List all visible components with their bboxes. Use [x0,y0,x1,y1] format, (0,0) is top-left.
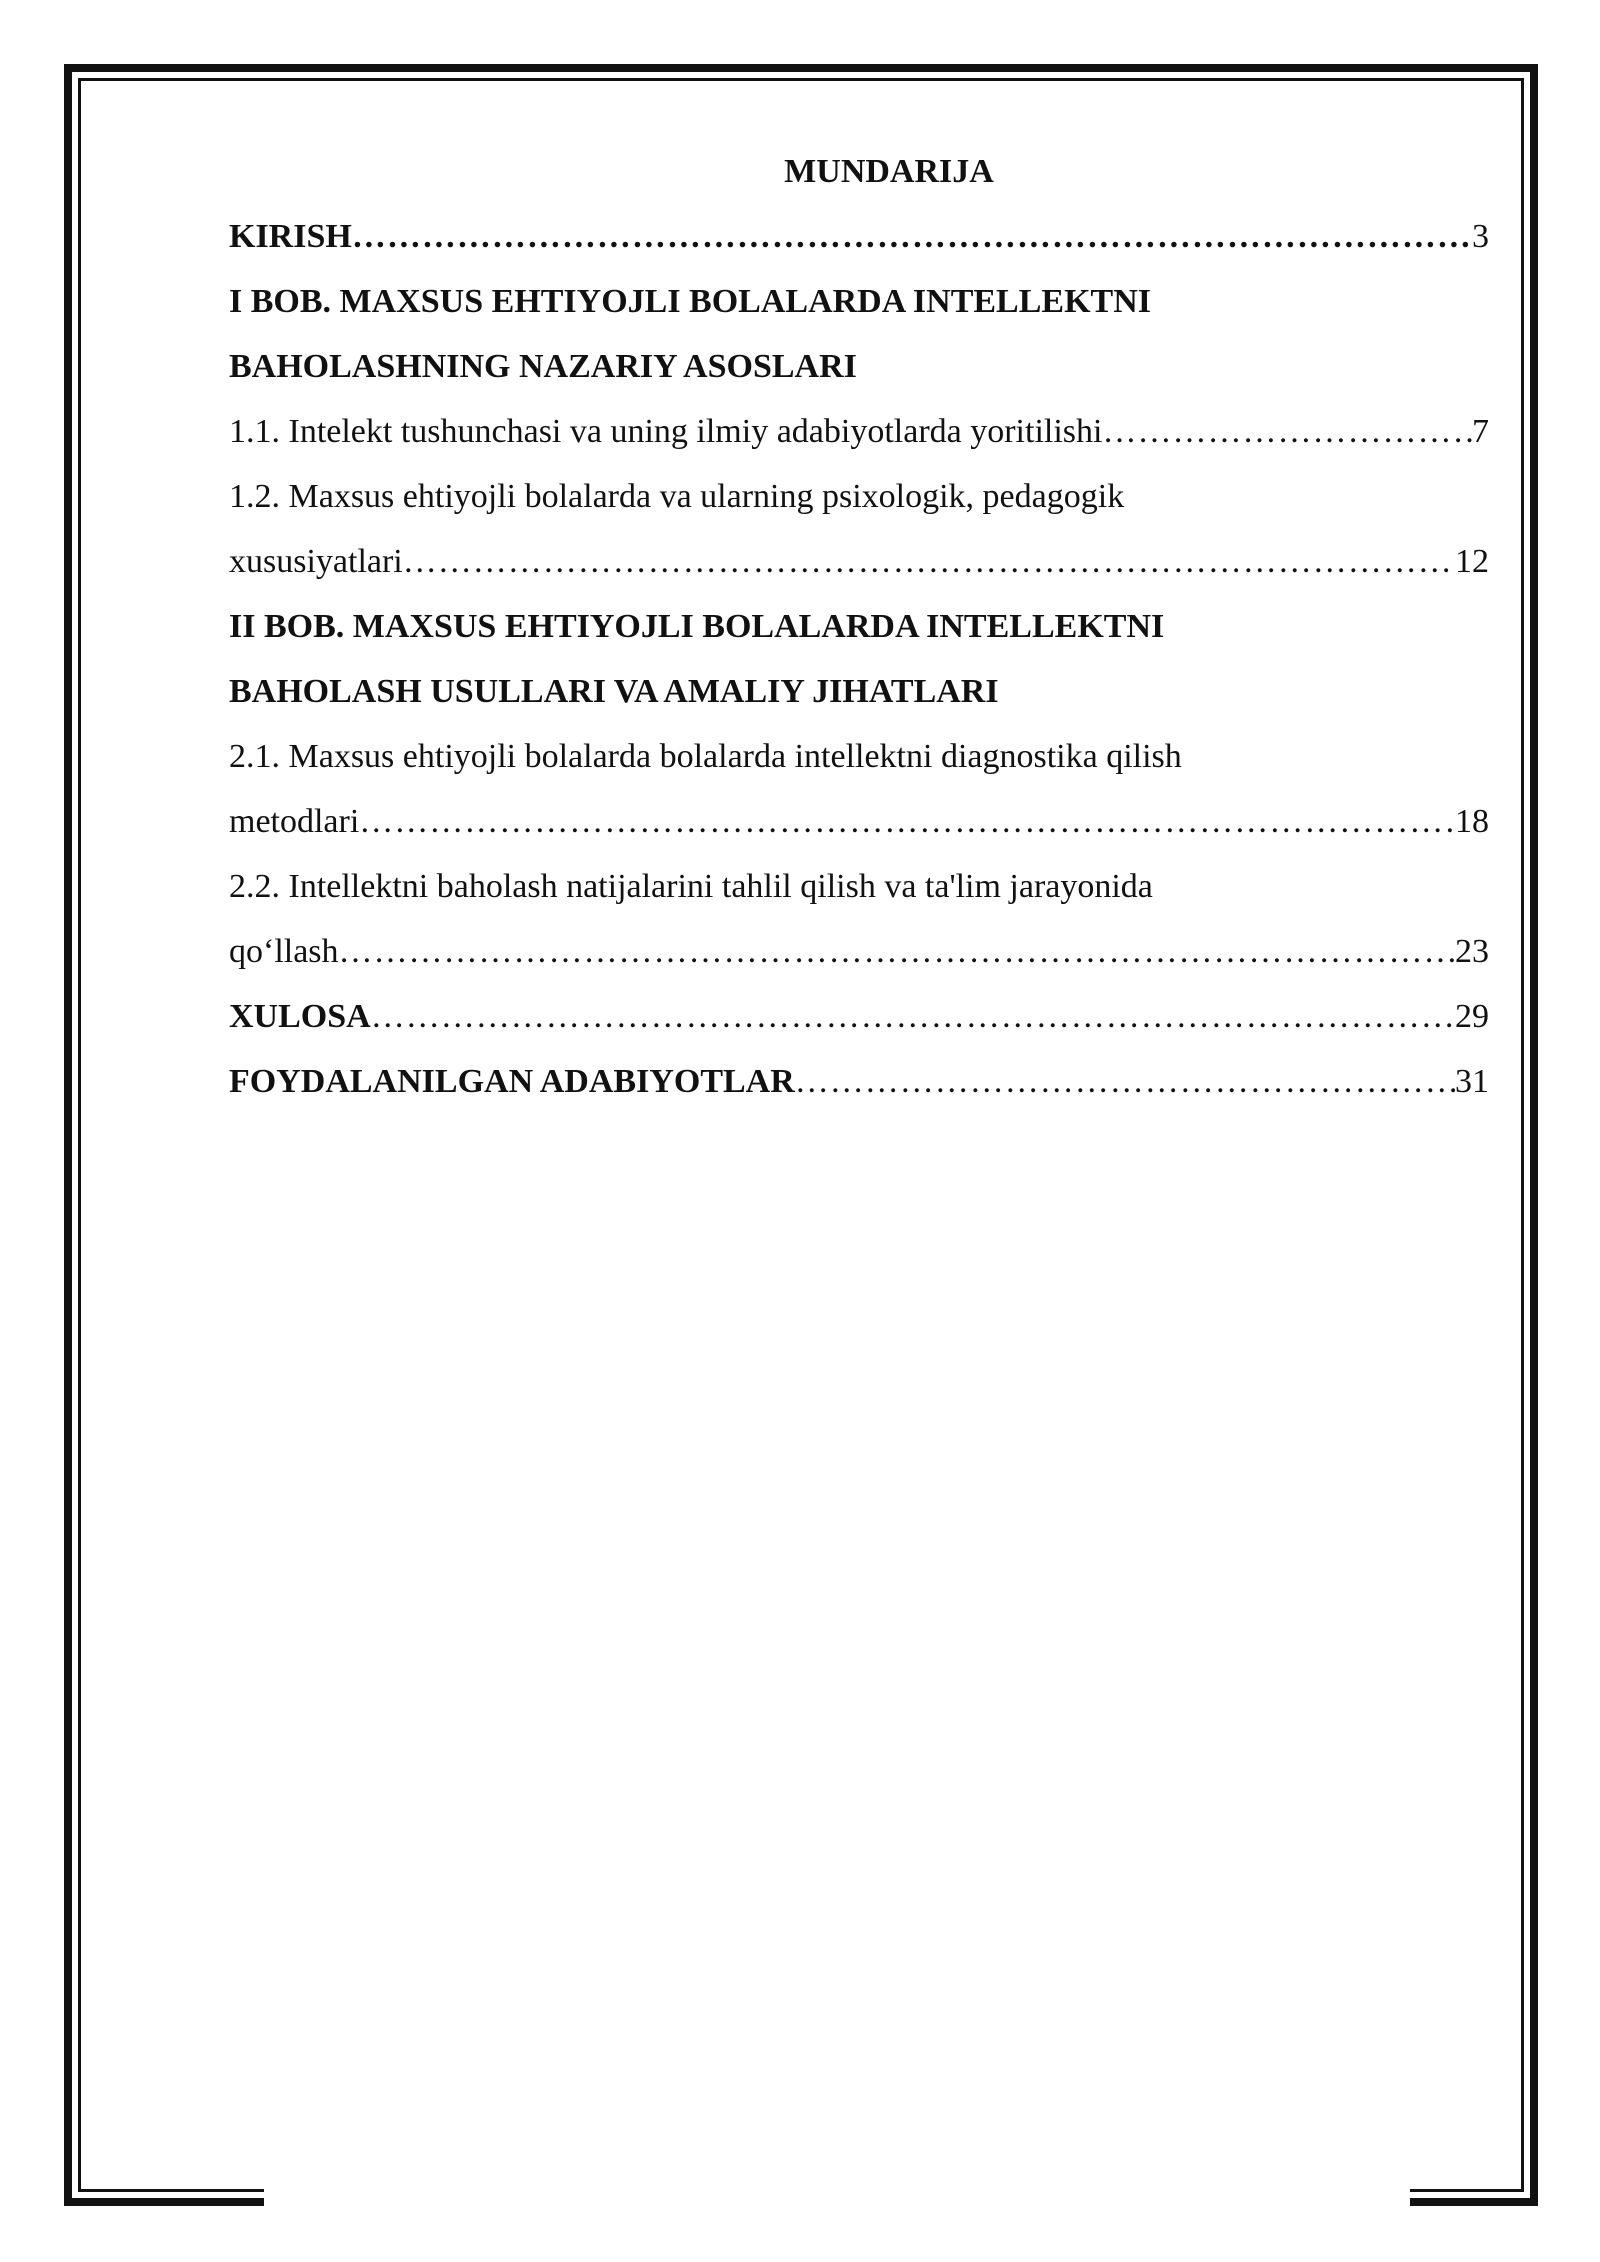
toc-page-number: 3 [1472,218,1489,255]
page-title: MUNDARIJA [784,153,994,190]
toc-entry-line: 2.2. Intellektni baholash natijalarini tahlil qilish va ta'lim jarayonida [229,868,1153,905]
toc-leader-dots [339,919,1455,984]
toc-entry-xulosa [229,984,1489,1049]
toc-chapter-heading-line: II BOB. MAXSUS EHTIYOJLI BOLALARDA INTELLEKTNI [229,608,1165,645]
toc-chapter-heading-line: I BOB. MAXSUS EHTIYOJLI BOLALARDA INTELLEKTNI [229,283,1152,320]
toc-leader-dots [403,529,1455,594]
toc-entry-2-1 [229,789,1489,854]
frame-line [64,64,72,2206]
toc-entry-line: 2.1. Maxsus ehtiyojli bolalarda bolalarda intellektni diagnostika qilish [229,738,1182,775]
toc-entry-references [229,1049,1489,1114]
toc-leader-dots [795,1049,1455,1114]
toc-entry-label: qo‘llash [229,933,339,970]
toc-entry-1-1 [229,399,1489,464]
toc-entry-kirish [229,204,1489,269]
toc-entry-label: KIRISH [229,218,352,255]
frame-line [64,64,1538,72]
toc-page-number: 18 [1455,803,1489,840]
toc-chapter-heading-line: BAHOLASH USULLARI VA AMALIY JIHATLARI [229,673,999,710]
frame-line [78,78,1524,81]
toc-entry-2-2 [229,919,1489,984]
toc-leader-dots [371,984,1455,1049]
toc-chapter-heading-line: BAHOLASHNING NAZARIY ASOSLARI [229,348,857,385]
toc-entry-label: xususiyatlari [229,543,403,580]
toc-entry-label: 1.1. Intelekt tushunchasi va uning ilmiy adabiyotlarda yoritilishi [229,413,1103,450]
toc-page-number: 31 [1455,1063,1489,1100]
frame-line [1521,78,1524,2192]
toc-leader-dots [1102,399,1472,464]
toc-entry-label: XULOSA [229,998,371,1035]
toc-entry-line: 1.2. Maxsus ehtiyojli bolalarda va ularning psixologik, pedagogik [229,478,1125,515]
toc-page-number: 12 [1455,543,1489,580]
toc-entry-label: FOYDALANILGAN ADABIYOTLAR [229,1063,795,1100]
frame-line [1410,2189,1524,2192]
toc-entry-label: metodlari [229,803,360,840]
toc-page-number: 23 [1455,933,1489,970]
frame-line [1410,2198,1538,2206]
frame-line [78,2189,264,2192]
toc-page-number: 29 [1455,998,1489,1035]
toc-entry-1-2 [229,529,1489,594]
toc-page-number: 7 [1472,413,1489,450]
frame-line [1530,64,1538,2206]
toc-leader-dots [359,789,1455,854]
table-of-contents [229,148,1489,1114]
toc-leader-dots [352,204,1472,269]
frame-line [64,2198,264,2206]
frame-line [78,78,81,2192]
